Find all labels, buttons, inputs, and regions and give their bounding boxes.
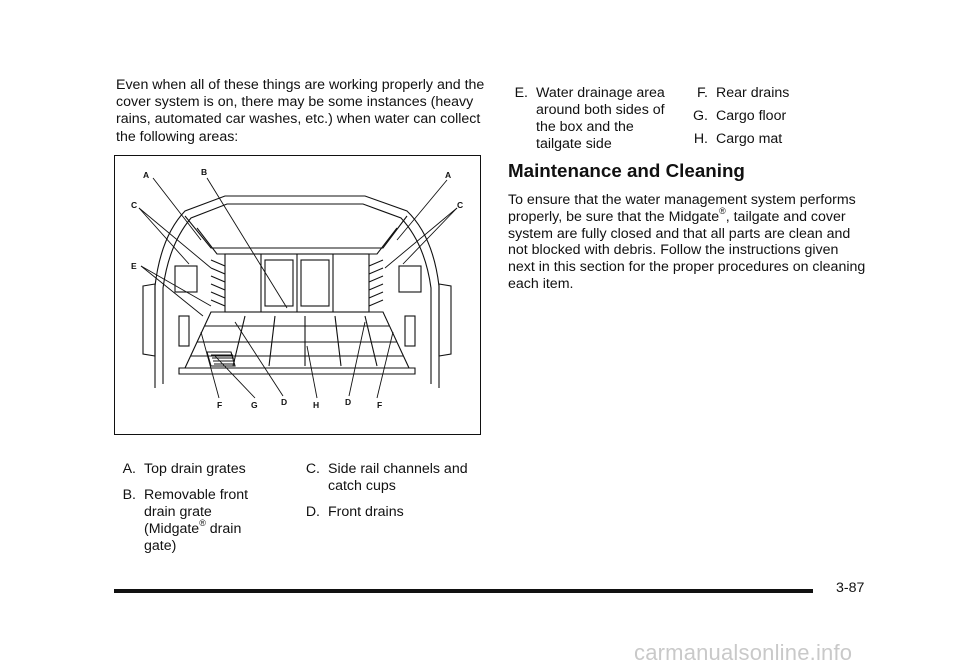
watermark-text: carmanualsonline.info	[634, 640, 853, 665]
callout-label-a-left: A	[143, 170, 150, 180]
callout-label-d-right: D	[345, 397, 352, 407]
callout-label-c-left: C	[131, 200, 138, 210]
legend-item-b: B. Removable front drain grate (Midgate® drain gate)	[122, 487, 249, 554]
intro-paragraph: Even when all of these things are working properly and the cover system is on, there may be some instances (heavy rains, automated car washes, etc.) when water can collect the following areas:	[116, 77, 485, 145]
callout-label-c-right: C	[457, 200, 464, 210]
legend-item-d: D. Front drains	[305, 504, 404, 520]
legend-item-h: H. Cargo mat	[693, 131, 783, 147]
legend-item-e: E. Water drainage area around both sides of the box and the tailgate side	[514, 85, 665, 152]
callout-label-f-right: F	[377, 400, 383, 410]
legend-column-1	[116, 461, 288, 564]
registered-mark: ®	[719, 206, 726, 217]
legend-item-a: A. Top drain grates	[122, 461, 246, 477]
page-number: 3-87	[836, 580, 865, 596]
callout-label-e: E	[131, 261, 137, 271]
callout-label-a-right: A	[445, 170, 452, 180]
callout-label-b: B	[201, 167, 208, 177]
legend-item-f: F. Rear drains	[696, 85, 790, 101]
legend-item-g: G. Cargo floor	[693, 108, 787, 124]
legend-column-3	[508, 85, 674, 162]
truck-bed-illustration	[114, 155, 481, 435]
legend-column-4	[688, 85, 808, 157]
callout-label-f-left: F	[217, 400, 223, 410]
section-heading: Maintenance and Cleaning	[508, 160, 745, 181]
callout-label-g: G	[251, 400, 258, 410]
footer-rule	[114, 589, 813, 593]
legend-column-2	[300, 461, 482, 530]
callout-label-d-left: D	[281, 397, 288, 407]
maintenance-paragraph: To ensure that the water management system performs properly, be sure that the Midgate®, tailgate and cover system are fully closed and that all parts are clean and not blocked with debris. Follow the instructions given next in this section for the proper procedures on cleaning each item.	[508, 192, 866, 292]
callout-label-h: H	[313, 400, 320, 410]
legend-item-c: C. Side rail channels and catch cups	[305, 461, 468, 494]
registered-mark: ®	[199, 518, 206, 529]
truck-bed-drawing	[115, 156, 479, 433]
